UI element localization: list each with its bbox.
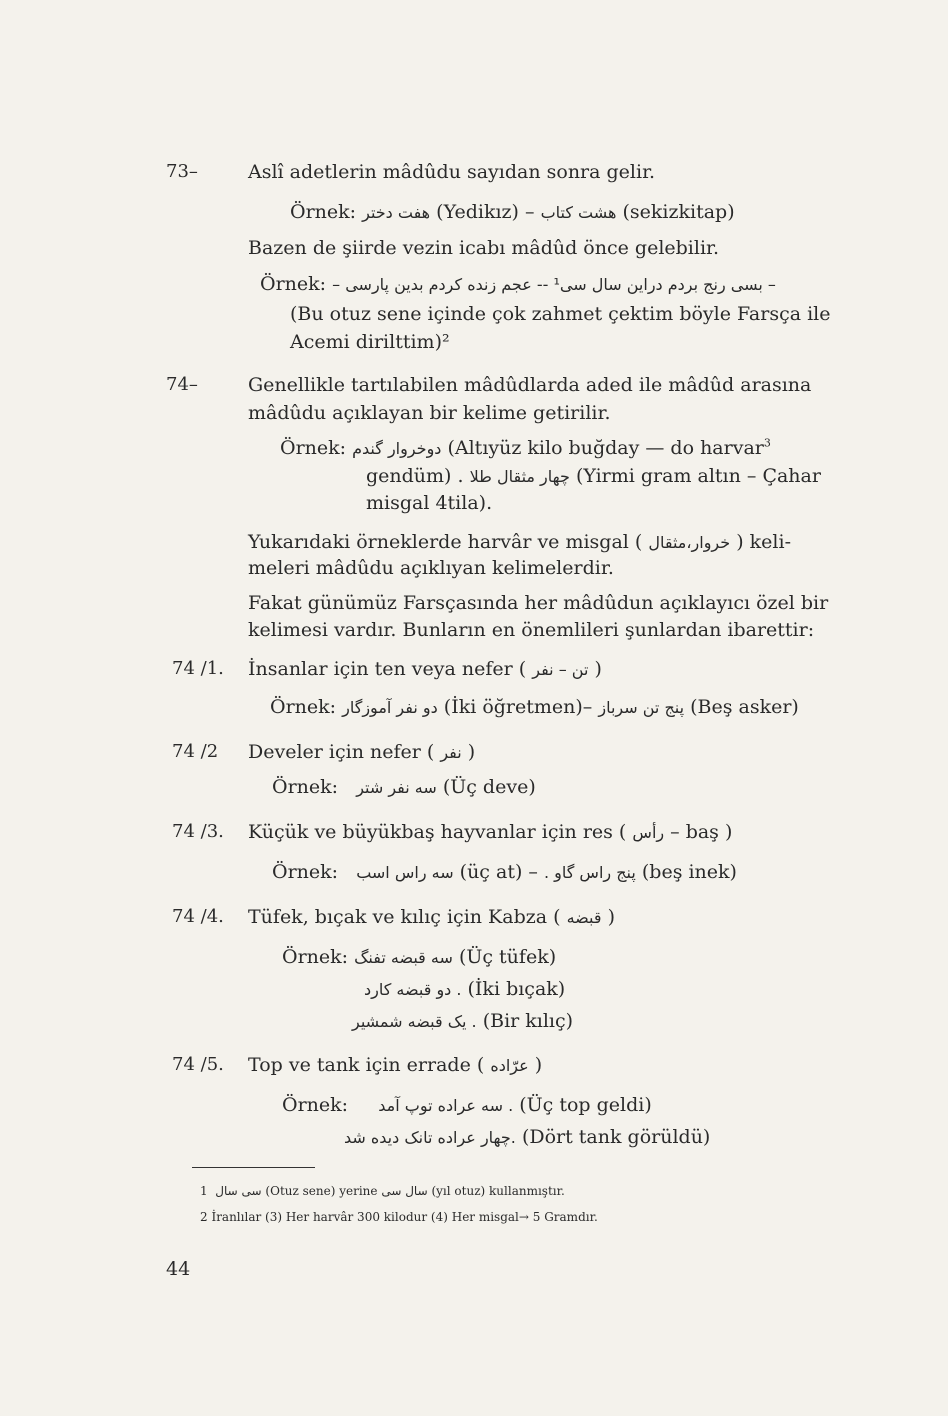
section-number: 74– — [166, 374, 198, 395]
footnote-number: 1 — [200, 1184, 208, 1198]
arabic-text: نفر — [440, 743, 462, 762]
arabic-text: . سه عراده توپ آمد — [378, 1096, 514, 1115]
paragraph-line: Bazen de şiirde vezin icabı mâdûd önce gelebilir. — [248, 237, 720, 259]
footnote-ref: 3 — [763, 436, 771, 450]
translation: (Üç top geldi) — [519, 1094, 652, 1116]
translation: (Dört tank görüldü) — [521, 1126, 711, 1148]
text-run: Küçük ve büyükbaş hayvanlar için res ( — [248, 821, 627, 843]
text-run: (Otuz sene) yerine — [265, 1184, 378, 1198]
section-number: 74 /1. — [172, 658, 224, 679]
paragraph-line — [248, 1053, 542, 1078]
translation-line: Acemi dirilttim)² — [290, 331, 450, 353]
paragraph-line: mâdûdu açıklayan bir kelime getirilir. — [248, 402, 611, 424]
example-line — [260, 272, 776, 297]
text-run: ) — [534, 1054, 543, 1076]
translation: (Bir kılıç) — [482, 1010, 574, 1032]
text-run: ) — [594, 658, 602, 680]
arabic-text: سال سی — [381, 1184, 428, 1198]
translation: (İki öğretmen)– — [443, 696, 593, 718]
section-number: 73– — [166, 161, 198, 182]
example-label: Örnek: — [282, 1094, 349, 1116]
page-number: 44 — [166, 1258, 191, 1280]
arabic-text: سه قبضه تفنگ — [354, 948, 453, 967]
example-label: Örnek: — [272, 776, 339, 798]
section-number: 74 /5. — [172, 1054, 224, 1075]
footnote-rule — [192, 1167, 315, 1168]
example-line — [272, 860, 737, 885]
text-run: ) — [607, 906, 615, 928]
example-label: Örnek: — [280, 437, 347, 459]
translation: (Üç deve) — [442, 776, 536, 798]
section-number: 74 /3. — [172, 821, 224, 842]
arabic-text: چهار مثقال طلا — [469, 467, 570, 486]
paragraph-line: kelimesi vardır. Bunların en önemlileri şunlardan ibarettir: — [248, 619, 815, 641]
translation: (Beş asker) — [690, 696, 799, 718]
paragraph-line — [248, 820, 732, 845]
example-line — [270, 695, 799, 720]
text-run: – baş ) — [670, 821, 733, 843]
text-run: İnsanlar için ten veya nefer ( — [248, 658, 527, 680]
example-label: Örnek: — [272, 861, 339, 883]
example-line — [282, 945, 556, 970]
example-line — [364, 977, 565, 1002]
translation: (Yedikız) — [436, 201, 519, 223]
paragraph-line: Aslî adetlerin mâdûdu sayıdan sonra gelir. — [248, 161, 656, 183]
arabic-text: .چهار عراده تانک دیده شد — [344, 1128, 516, 1147]
arabic-verse: – بسی رنج بردم دراین سال سی¹ -- عجم زنده کردم بدین پارسی – — [332, 275, 776, 294]
translation: (beş inek) — [641, 861, 737, 883]
text-run: ) keli- — [736, 531, 791, 553]
text-run: Yukarıdaki örneklerde harvâr ve misgal ( — [248, 531, 643, 553]
translation: gendüm) . — [366, 465, 464, 487]
translation: (üç at) – — [459, 861, 538, 883]
translation-line: (Bu otuz sene içinde çok zahmet çektim böyle Farsça ile — [290, 303, 831, 325]
text-run: Tüfek, bıçak ve kılıç için Kabza ( — [248, 906, 561, 928]
translation: (Yirmi gram altın – Çahar — [575, 465, 821, 487]
arabic-text: تن – نفر — [532, 660, 589, 679]
example-label: Örnek: — [260, 273, 327, 295]
arabic-text: هشت کتاب — [540, 203, 617, 222]
translation: (İki bıçak) — [467, 978, 566, 1000]
text-run: (yıl otuz) kullanmıştır. — [431, 1184, 565, 1198]
arabic-text: رأس — [632, 823, 665, 842]
arabic-text: سی سال — [215, 1184, 262, 1198]
paragraph-line — [248, 905, 615, 930]
translation: (Üç tüfek) — [458, 946, 557, 968]
paragraph-line — [248, 530, 791, 555]
arabic-text: سه راس اسب — [356, 863, 454, 882]
example-line — [366, 464, 821, 489]
example-line — [290, 200, 735, 225]
paragraph-line: meleri mâdûdu açıklıyan kelimelerdir. — [248, 557, 614, 579]
example-line — [344, 1125, 710, 1150]
text-run: Top ve tank için errade ( — [248, 1054, 485, 1076]
arabic-text: دوخروار گندم — [352, 439, 442, 458]
paragraph-line — [248, 740, 475, 765]
section-number: 74 /4. — [172, 906, 224, 927]
footnote-1 — [200, 1183, 565, 1199]
translation-line: misgal 4tila). — [366, 492, 493, 514]
arabic-text: دو نفر آموزگار — [342, 698, 438, 717]
translation: (sekizkitap) — [622, 201, 735, 223]
paragraph-line: Fakat günümüz Farsçasında her mâdûdun açıklayıcı özel bir — [248, 592, 829, 614]
dash: – — [525, 201, 535, 223]
arabic-text: قبضه — [566, 908, 602, 927]
arabic-text: هفت دختر — [362, 203, 431, 222]
arabic-text: . یک قبضه شمشیر — [352, 1012, 477, 1031]
section-number: 74 /2 — [172, 741, 219, 762]
arabic-text: خروار،مثقال — [648, 533, 731, 552]
text-run: Develer için nefer ( — [248, 741, 435, 763]
arabic-text: پنج تن سرباز — [598, 698, 685, 717]
arabic-text: . دو قبضه کارد — [364, 980, 462, 999]
example-label: Örnek: — [290, 201, 357, 223]
example-line — [280, 436, 771, 461]
example-label: Örnek: — [282, 946, 349, 968]
arabic-text: سه نفر شتر — [356, 778, 437, 797]
paragraph-line: Genellikle tartılabilen mâdûdlarda aded ile mâdûd arasına — [248, 374, 812, 396]
example-label: Örnek: — [270, 696, 337, 718]
example-line — [352, 1009, 573, 1034]
footnote-2: 2 İranlılar (3) Her harvâr 300 kilodur (4) Her misgal→ 5 Gramdır. — [200, 1210, 598, 1224]
paragraph-line — [248, 657, 602, 682]
text-run: ) — [467, 741, 476, 763]
arabic-text: پنج راس گاو . — [543, 863, 636, 882]
example-line — [282, 1093, 652, 1118]
arabic-text: عرّاده — [490, 1056, 529, 1075]
example-line — [272, 775, 536, 800]
translation: (Altıyüz kilo buğday — do harvar — [447, 437, 764, 459]
